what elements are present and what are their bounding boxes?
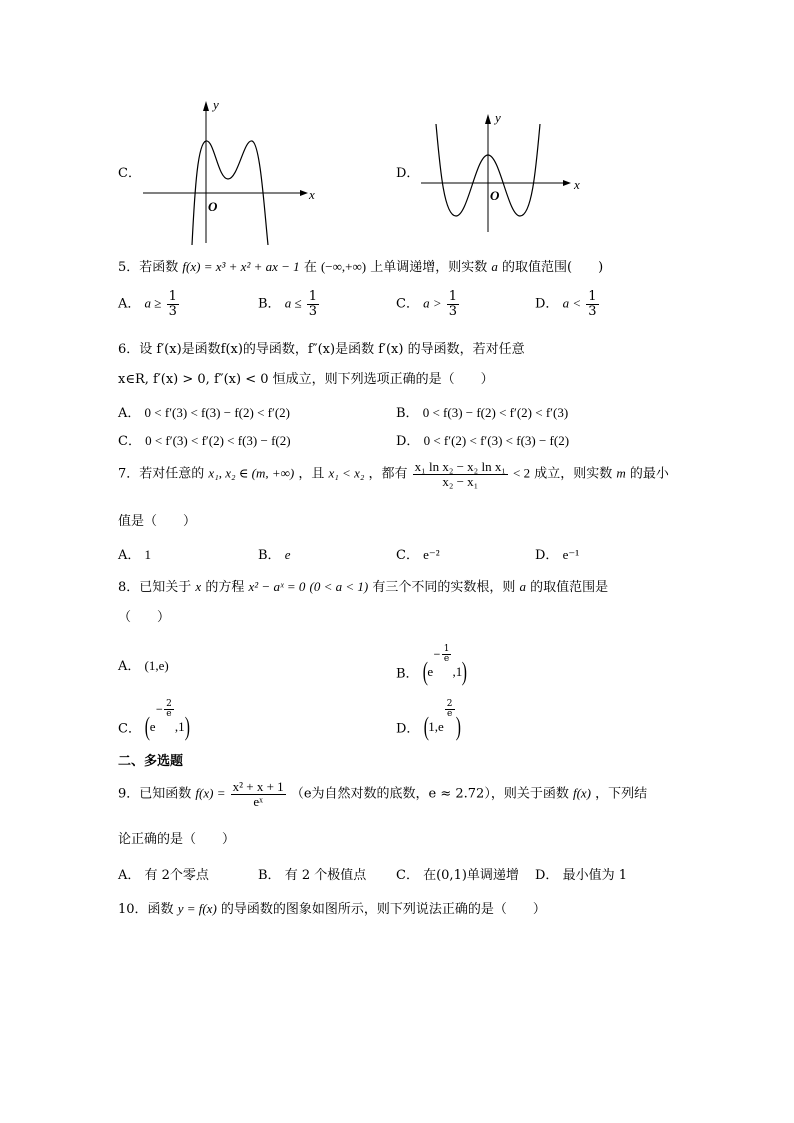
graph-d: [418, 108, 588, 233]
option-label: C．: [118, 721, 141, 737]
q7-option-c[interactable]: [396, 544, 440, 563]
graph-c: [140, 95, 330, 245]
q6-stem-line2: x∈R, f′(x) > 0, f″(x) < 0 恒成立，则下列选项正确的是（ ）: [118, 372, 494, 387]
q8-option-a[interactable]: [118, 655, 169, 674]
q9-stem-line2: 论正确的是（ ）: [118, 832, 236, 847]
q8-option-b[interactable]: B． ($e^{- \frac{1}{e}}$ ,1): [396, 644, 468, 686]
exp-sign: −: [155, 705, 164, 716]
exp-numerator: 2: [166, 699, 172, 709]
option-label: D．: [535, 548, 559, 563]
q5-option-d[interactable]: [535, 290, 600, 318]
q9-stem: [118, 780, 647, 808]
q9-stem-c: ，下列结: [595, 786, 648, 802]
option-relation: a >: [423, 295, 442, 311]
fraction-denominator: 3: [168, 303, 177, 319]
graph-d-y-arrow: [485, 114, 491, 124]
q6-stem-line1: 6．设 f′(x)是函数f(x)的导函数，f″(x)是函数 f′(x) 的导函数，若对任意: [118, 342, 525, 357]
fraction-numerator: 1: [308, 289, 318, 304]
q5-stem-end: 的取值范围( ): [502, 260, 604, 275]
q9-stem-b: （e为自然对数的底数，e ≈ 2.72），则关于函数: [290, 786, 569, 802]
graph-c-y-arrow: [203, 101, 209, 111]
q6-option-b[interactable]: [396, 402, 568, 421]
q8-condition: (0 < a < 1): [309, 579, 369, 594]
exp-numerator: 1: [443, 644, 450, 654]
option-label: D．: [396, 721, 420, 737]
graph-c-x-arrow: [300, 190, 308, 196]
option-text: 在(0,1)单调递增: [423, 868, 519, 883]
q7-stem-a: 7．若对任意的: [118, 466, 205, 482]
q7-stem-e: 的最小: [629, 466, 669, 482]
q9-function: f(x): [572, 785, 592, 801]
graph-c-x-label: x: [309, 187, 315, 202]
exp-sign: −: [433, 650, 441, 661]
q8-stem-a: 8．已知关于: [118, 580, 192, 595]
option-text: e: [284, 547, 291, 562]
q6-option-a[interactable]: [118, 402, 290, 421]
section-heading-multiple-choice: 二、多选题: [118, 754, 184, 769]
q9-fraction-numerator: x² + x + 1: [232, 779, 284, 794]
fraction-denominator: 3: [308, 303, 318, 319]
graph-c-label: C．: [118, 166, 141, 181]
q9-stem-a: 9．已知函数: [118, 786, 192, 802]
q7-set: x₁, x₂ ∈ (m, +∞): [208, 465, 295, 481]
exp-base: e: [149, 718, 156, 734]
q7-condition: x₁ < x₂: [328, 465, 365, 481]
q7-stem-c: ，都有: [368, 466, 408, 482]
q7-var: m: [616, 465, 626, 481]
option-text: 0 < f′(3) < f′(2) < f(3) − f(2): [145, 433, 291, 448]
option-label: C．: [396, 548, 419, 563]
q10-stem-b: 的导函数的图象如图所示，则下列说法正确的是（ ）: [220, 902, 546, 917]
option-text: 有 2个零点: [144, 868, 209, 883]
exp-base: e: [438, 718, 444, 734]
q8-stem-c: 有三个不同的实数根，则: [372, 580, 516, 595]
q9-option-d[interactable]: [535, 864, 627, 883]
q5-stem-mid: 在: [303, 260, 317, 275]
q5-stem-suffix: 上单调递增，则实数: [370, 260, 488, 275]
option-text: 0 < f′(3) < f(3) − f(2) < f′(2): [144, 405, 290, 420]
fraction-numerator: 1: [168, 289, 177, 304]
graph-d-y-label: y: [495, 110, 501, 125]
graph-c-origin: O: [208, 199, 218, 214]
q5-function: f(x) = x³ + x² + ax − 1: [182, 259, 300, 274]
graph-c-y-label: y: [213, 97, 219, 112]
q8-stem-d: 的取值范围是: [530, 580, 609, 595]
q5-option-a[interactable]: [118, 290, 180, 318]
exp-numerator: 2: [446, 699, 453, 709]
q7-stem-d: 成立，则实数: [534, 466, 613, 482]
option-tail: ,1: [174, 718, 185, 734]
option-label: A．: [118, 548, 141, 563]
q7-stem-line2: 值是（ ）: [118, 514, 197, 529]
option-label: C．: [396, 296, 419, 312]
option-label: A．: [118, 868, 141, 883]
q5-var: a: [491, 259, 498, 274]
option-head: 1,: [428, 718, 438, 734]
option-relation: a ≥: [144, 295, 162, 311]
q8-option-d[interactable]: D． (1,e $^{\frac{2}{e}}$ ): [396, 699, 461, 741]
option-text: 有 2 个极值点: [284, 868, 367, 883]
q6-option-d[interactable]: [396, 430, 569, 449]
exp-denominator: e: [446, 709, 453, 720]
q6-option-c[interactable]: [118, 430, 291, 449]
option-label: D．: [396, 434, 420, 449]
q10-stem: [118, 898, 546, 917]
graph-d-origin: O: [490, 188, 500, 203]
option-label: A．: [118, 659, 141, 674]
q7-option-b[interactable]: [258, 544, 290, 563]
q5-stem: [118, 256, 603, 275]
option-label: C．: [396, 868, 419, 883]
q7-option-d[interactable]: [535, 544, 579, 563]
q7-stem: [118, 460, 669, 488]
option-text: e⁻¹: [562, 547, 580, 562]
option-tail: ,1: [452, 663, 463, 679]
q9-option-b[interactable]: [258, 864, 366, 883]
fraction-numerator: 1: [588, 289, 597, 304]
graph-d-label: D．: [396, 166, 420, 181]
fraction-numerator: 1: [448, 289, 458, 304]
q8-equation: x² − aˣ = 0: [248, 579, 306, 594]
option-text: (1,e): [144, 658, 169, 673]
option-label: B．: [396, 666, 419, 682]
option-label: A．: [118, 406, 141, 421]
exp-denominator: e: [166, 709, 172, 720]
exp-base: e: [427, 663, 434, 679]
q5-stem-prefix: 5．若函数: [118, 260, 179, 275]
option-relation: a ≤: [284, 295, 302, 311]
q10-function: y = f(x): [177, 901, 217, 916]
q9-fraction-denominator: eˣ: [253, 793, 263, 809]
exp-denominator: e: [443, 654, 450, 665]
option-label: B．: [258, 548, 281, 563]
q9-function-lhs: f(x) =: [195, 785, 226, 801]
option-text: 0 < f′(2) < f′(3) < f(3) − f(2): [423, 433, 570, 448]
q8-stem-b: 的方程: [205, 580, 245, 595]
q7-fraction-numerator: x₁ ln x₂ − x₂ ln x₁: [414, 459, 506, 474]
option-label: C．: [118, 434, 141, 449]
q8-option-c[interactable]: C． ($e^{- \frac{2}{e}}$ ,1): [118, 699, 190, 741]
q8-var-a: a: [519, 579, 527, 594]
fraction-denominator: 3: [448, 303, 458, 319]
q7-option-a[interactable]: [118, 544, 151, 563]
option-label: B．: [258, 296, 281, 312]
graph-d-x-arrow: [563, 180, 571, 186]
q9-option-c[interactable]: [396, 864, 519, 883]
option-label: B．: [258, 868, 281, 883]
q7-inequality: < 2: [513, 465, 531, 481]
q5-interval: (−∞,+∞): [320, 259, 367, 274]
q10-stem-a: 10．函数: [118, 902, 174, 917]
option-text: 最小值为 1: [562, 868, 627, 883]
q8-stem-line2: （ ）: [118, 610, 171, 625]
q8-stem: [118, 576, 608, 595]
q5-option-b[interactable]: [258, 290, 320, 318]
q7-stem-b: ，且: [298, 466, 325, 482]
option-label: D．: [535, 296, 559, 312]
option-text: 0 < f(3) − f(2) < f′(2) < f′(3): [422, 405, 569, 420]
option-text: 1: [144, 547, 152, 562]
q9-option-a[interactable]: [118, 864, 209, 883]
option-label: D．: [535, 868, 559, 883]
q8-var-x: x: [195, 579, 202, 594]
option-label: B．: [396, 406, 419, 421]
fraction-denominator: 3: [588, 303, 597, 319]
option-text: e⁻²: [423, 547, 440, 562]
q7-fraction-denominator: x₂ − x₁: [442, 473, 479, 489]
option-relation: a <: [562, 295, 582, 311]
graph-d-x-label: x: [574, 177, 580, 192]
q5-option-c[interactable]: [396, 290, 460, 318]
option-label: A．: [118, 296, 141, 312]
